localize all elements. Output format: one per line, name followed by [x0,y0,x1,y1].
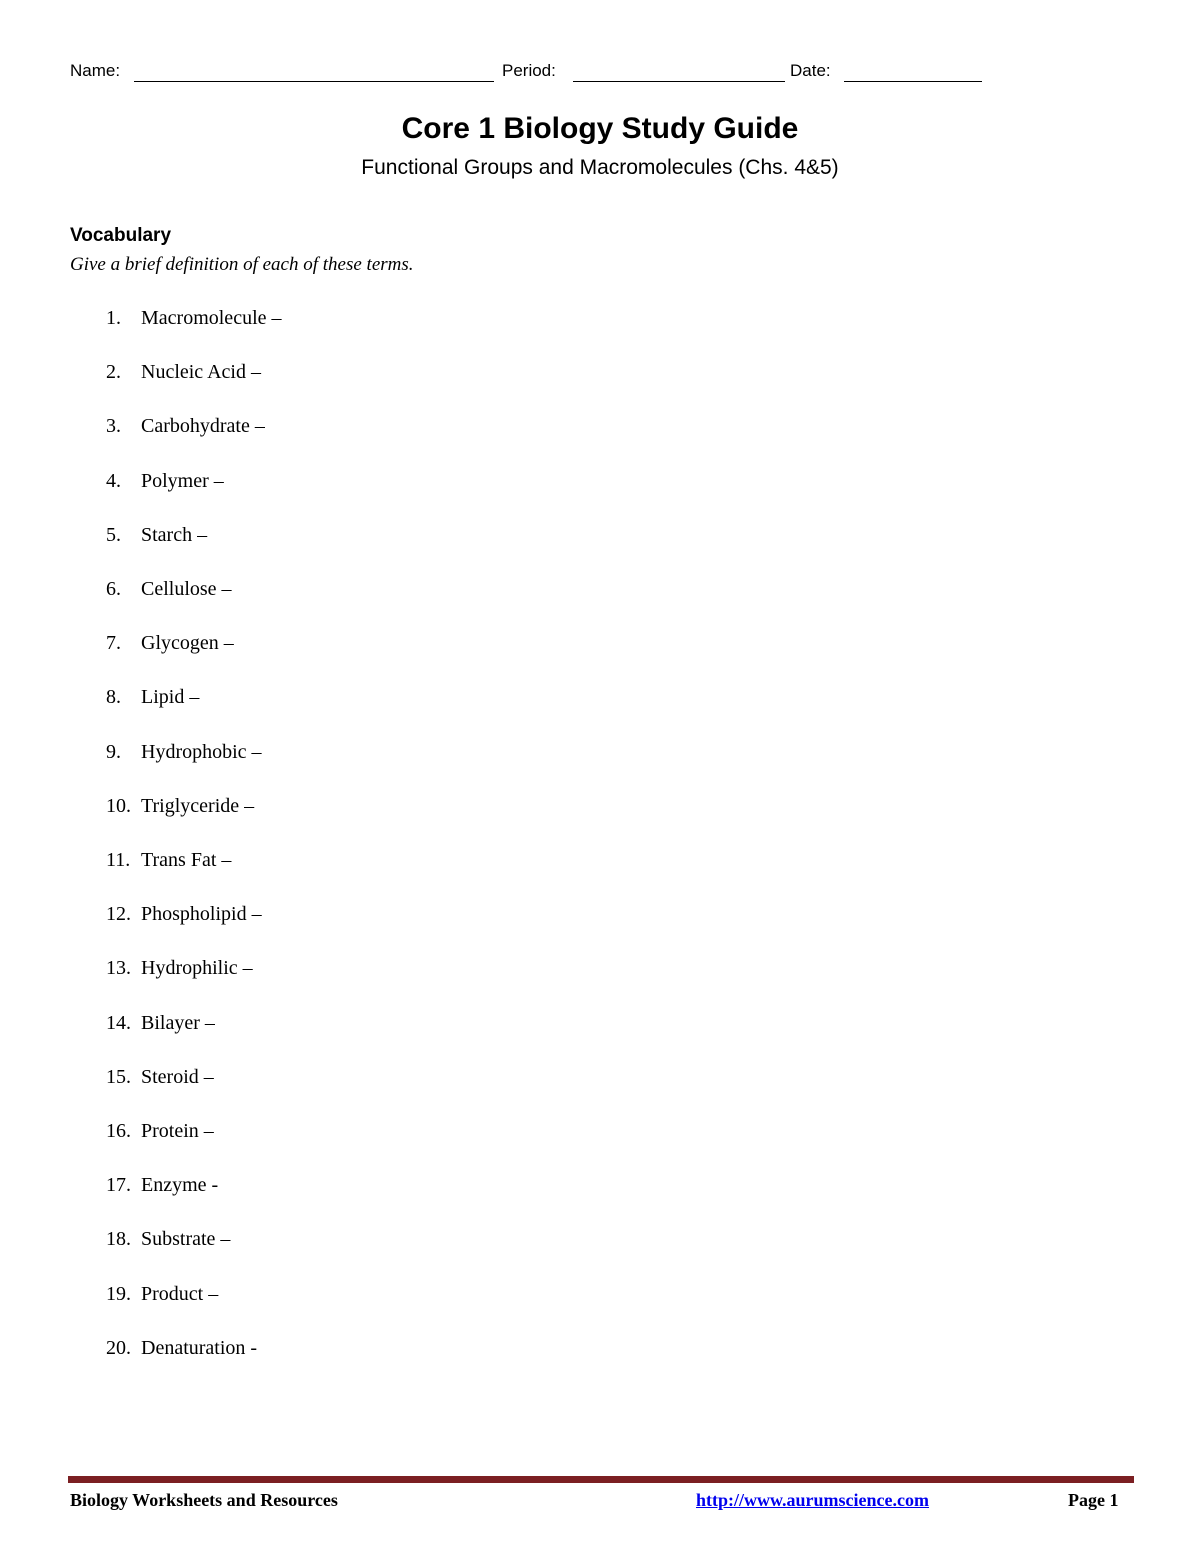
vocab-number: 2. [106,361,121,384]
vocab-term: Steroid – [141,1065,214,1088]
footer-publisher: Biology Worksheets and Resources [70,1490,338,1510]
footer-website-link[interactable]: http://www.aurumscience.com [696,1490,929,1510]
vocab-term: Substrate – [141,1228,231,1251]
vocab-item [0,1337,700,1365]
vocab-number: 6. [106,578,121,600]
vocab-term: Denaturation - [141,1336,258,1359]
name-label: Name: [70,61,121,80]
vocab-number: 1. [106,307,121,329]
vocab-number: 7. [106,632,121,655]
vocab-term: Lipid – [141,686,200,709]
vocab-term: Cellulose – [141,578,232,600]
vocab-number: 15. [106,1065,131,1088]
vocab-term: Protein – [141,1120,214,1142]
vocab-item [0,849,700,877]
vocab-number: 14. [106,1011,131,1034]
vocab-number: 9. [106,740,121,763]
vocab-item [0,957,700,985]
page-title: Core 1 Biology Study Guide [401,112,799,145]
vocab-number: 12. [106,903,131,926]
vocab-number: 3. [106,415,121,438]
vocab-item [0,632,700,660]
vocab-item [0,361,700,389]
vocab-term: Macromolecule – [141,307,282,329]
vocab-term: Nucleic Acid – [141,361,261,384]
section-heading: Vocabulary [70,225,172,246]
vocab-term: Polymer – [141,469,224,492]
vocab-number: 20. [106,1336,131,1359]
vocab-item [0,795,700,823]
vocab-number: 4. [106,469,121,492]
vocab-term: Phospholipid – [141,903,262,926]
vocab-item [0,1120,700,1148]
vocab-item [0,415,700,443]
footer-page-number: Page 1 [1068,1490,1119,1510]
vocab-term: Bilayer – [141,1011,215,1034]
vocab-term: Carbohydrate – [141,415,265,438]
vocab-number: 8. [106,686,121,709]
vocab-term: Hydrophilic – [141,957,253,980]
vocab-item [0,741,700,769]
vocab-item [0,1174,700,1202]
vocab-item [0,1066,700,1094]
vocab-number: 16. [106,1120,131,1142]
vocab-item [0,524,700,552]
vocab-term: Glycogen – [141,632,234,655]
vocab-item [0,1228,700,1256]
vocab-number: 17. [106,1174,131,1197]
vocab-term: Trans Fat – [141,849,232,871]
vocab-term: Hydrophobic – [141,740,262,763]
vocab-term: Triglyceride – [141,794,255,817]
period-label: Period: [502,61,556,80]
footer-rule [68,1476,1134,1483]
section-instructions: Give a brief definition of each of these terms. [70,254,414,275]
date-label: Date: [790,61,831,80]
vocab-item [0,1283,700,1311]
vocab-item [0,1012,700,1040]
page-subtitle: Functional Groups and Macromolecules (Chs. 4&5) [361,156,839,179]
vocab-number: 18. [106,1228,131,1251]
vocab-item [0,686,700,714]
vocab-term: Product – [141,1282,219,1305]
vocab-term: Starch – [141,523,208,546]
vocab-item [0,903,700,931]
vocab-number: 5. [106,523,121,546]
vocab-term: Enzyme - [141,1174,219,1197]
vocab-number: 19. [106,1282,131,1305]
vocab-item [0,307,700,335]
vocab-number: 13. [106,957,131,980]
vocab-number: 11. [106,849,131,871]
vocab-item [0,470,700,498]
vocab-number: 10. [106,794,131,817]
vocab-item [0,578,700,606]
